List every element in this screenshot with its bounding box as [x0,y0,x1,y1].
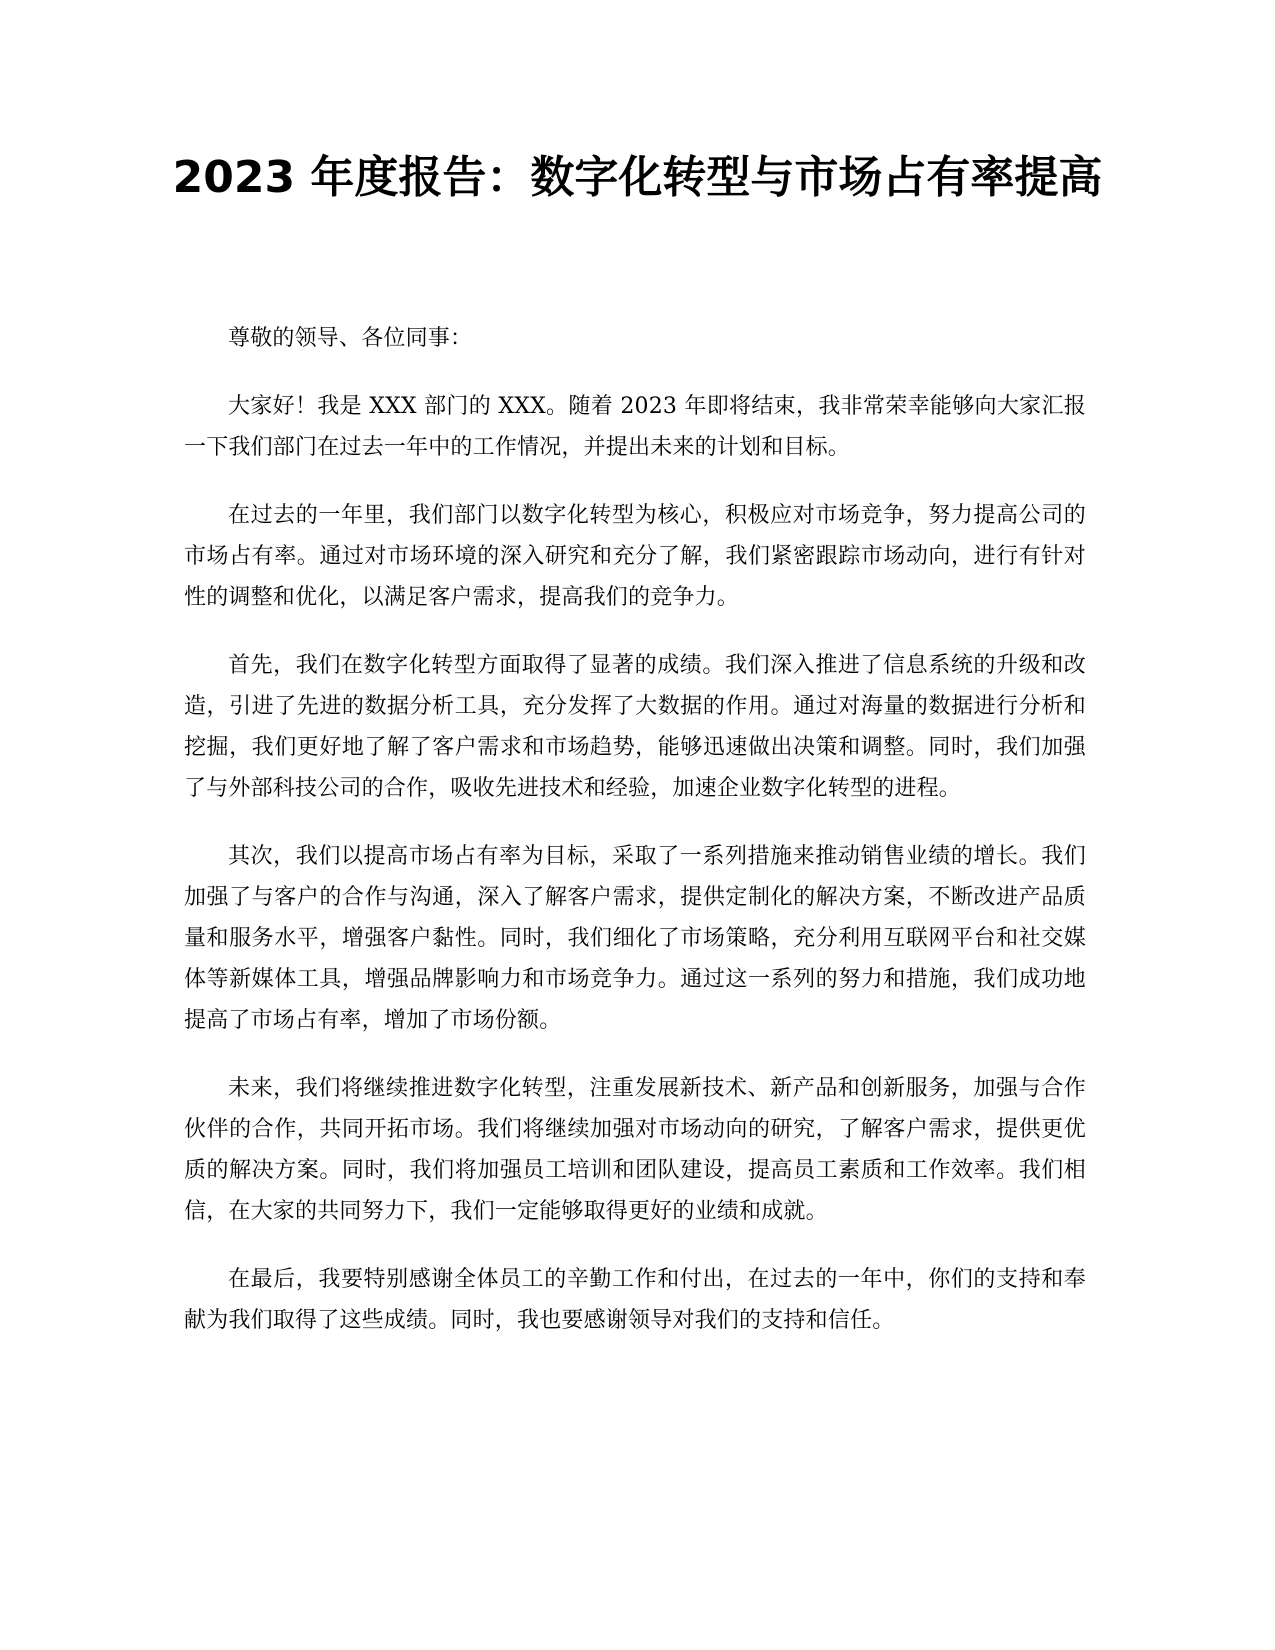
greeting-paragraph: 大家好！我是 XXX 部门的 XXX。随着 2023 年即将结束，我非常荣幸能够向大家汇报一下我们部门在过去一年中的工作情况，并提出未来的计划和目标。 [184,394,1086,460]
salutation-paragraph: 尊敬的领导、各位同事： [228,326,473,351]
title-block [150,140,1125,216]
digital-transformation-paragraph: 首先，我们在数字化转型方面取得了显著的成绩。我们深入推进了信息系统的升级和改造，引进了先进的数据分析工具，充分发挥了大数据的作用。通过对海量的数据进行分析和挖掘，我们更好地了解了客户需求和市场趋势，能够迅速做出决策和调整。同时，我们加强了与外部科技公司的合作，吸收先进技术和经验，加速企业数字化转型的进程。 [184,653,1086,801]
future-plans-paragraph: 未来，我们将继续推进数字化转型，注重发展新技术、新产品和创新服务，加强与合作伙伴的合作，共同开拓市场。我们将继续加强对市场动向的研究，了解客户需求，提供更优质的解决方案。同时，我们将加强员工培训和团队建设，提高员工素质和工作效率。我们相信，在大家的共同努力下，我们一定能够取得更好的业绩和成就。 [184,1076,1086,1224]
document-title: 2023 年度报告：数字化转型与市场占有率提高 [172,152,1103,203]
thanks-paragraph: 在最后，我要特别感谢全体员工的辛勤工作和付出，在过去的一年中，你们的支持和奉献为我们取得了这些成绩。同时，我也要感谢领导对我们的支持和信任。 [184,1267,1086,1333]
market-share-paragraph: 其次，我们以提高市场占有率为目标，采取了一系列措施来推动销售业绩的增长。我们加强了与客户的合作与沟通，深入了解客户需求，提供定制化的解决方案，不断改进产品质量和服务水平，增强客户黏性。同时，我们细化了市场策略，充分利用互联网平台和社交媒体等新媒体工具，增强品牌影响力和市场竞争力。通过这一系列的努力和措施，我们成功地提高了市场占有率，增加了市场份额。 [184,844,1086,1033]
document-body [184,318,1086,1368]
overview-paragraph: 在过去的一年里，我们部门以数字化转型为核心，积极应对市场竞争，努力提高公司的市场占有率。通过对市场环境的深入研究和充分了解，我们紧密跟踪市场动向，进行有针对性的调整和优化，以满足客户需求，提高我们的竞争力。 [184,503,1086,610]
